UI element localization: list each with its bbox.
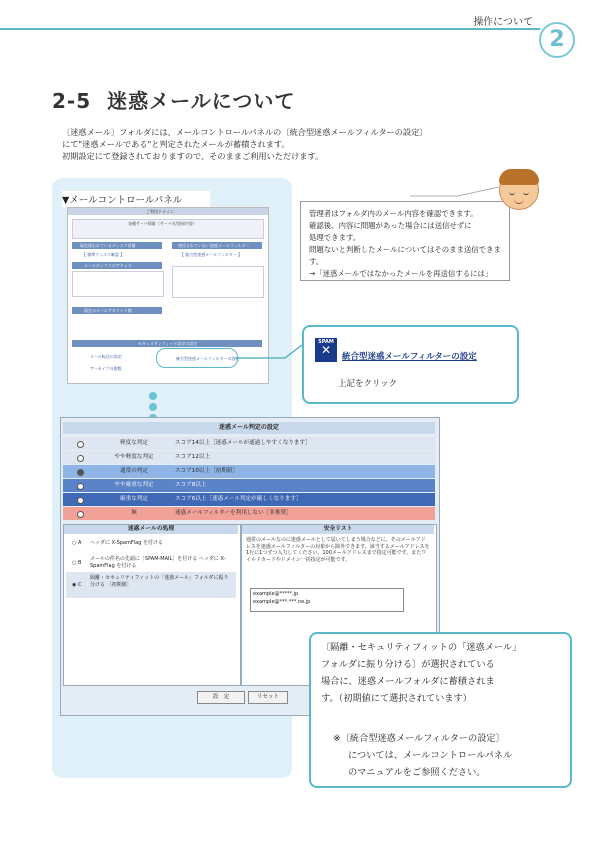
note-line: のマニュアルをご参照ください。 [348,767,486,778]
safelist-description: 通常のメールなのに迷惑メールとして届いてしまう場合などに、そのメールアドレスを迷惑メールフィルターの対象から除外できます。該当するメールアドレスを1行に1つずつ入力してください。100メールアドレスまで指定可能です。またワイルドカードやドメイン一括指定が可能です。 [246,537,430,563]
treatment-option-b: メールの件名の先頭に［SPAM-MAIL］を付ける ヘッダに X-SpamFlag を付ける [90,556,226,569]
click-instruction: 上記をクリック [338,379,398,389]
note-line: については、メールコントロールパネル [348,750,513,761]
intro-line: 〔迷惑メール〕フォルダには、メールコントロールパネルの〔統合型迷惑メールフィルターの設定〕 [62,127,428,137]
judgement-radio[interactable] [77,441,84,448]
judgement-radio[interactable] [77,511,84,518]
note-line: 管理者はフォルダ内のメール内容を確認できます。 [309,209,478,218]
judgement-level: 厳重な判定 [120,496,148,502]
treatment-option-c: 隔離・セキュリティフィットの「迷惑メール」フォルダに振り分ける ［初期値］ [90,575,229,588]
note-line: 処理できます。 [309,233,361,242]
ellipsis-dot [149,392,157,400]
mini-row: ご利用ドメイン [146,209,174,214]
judgement-level: やや厳重な判定 [114,482,154,488]
mini-row: メールボックスのアドレス [84,263,132,268]
treatment-title: 迷惑メールの処理 [64,525,238,534]
resend-link[interactable]: →「迷惑メールではなかったメールを再送信するには」 [309,269,493,278]
folder-callout-text [321,639,561,707]
safelist-title: 安全リスト [242,525,434,534]
judgement-description: スコア14以上［迷惑メールが通過しやすくなります］ [175,440,311,446]
judgement-row[interactable] [63,507,435,520]
safelist-entry: example@***-***.ne.jp [253,599,311,605]
admin-note [300,201,510,281]
folder-callout-note [333,730,563,781]
callout-line: 〔隔離・セキュリティフィットの「迷惑メール」 [321,642,522,653]
spam-filter-icon[interactable]: SPAM ✕ [315,338,337,362]
callout-line: フォルダに振り分ける〕が選択されている [321,659,495,670]
section-title-text: 迷惑メールについて [107,89,296,113]
mini-row: 各種サーバ情報（サーバ名/登録内容） [128,221,197,226]
mini-row: 現在使われているディスク容量 [80,243,136,248]
judgement-radio[interactable] [77,469,84,476]
chapter-number-badge: 2 [539,22,575,58]
mini-row: 【 標準ウィルス確認 】 [82,252,125,257]
judgement-settings-title: 迷惑メール判定の設定 [63,422,435,434]
spam-filter-callout [302,325,519,404]
mini-row: メール転送の設定 [90,354,122,359]
ellipsis-dot [149,403,157,411]
treatment-panel [63,524,241,686]
judgement-description: スコア12以上 [175,454,211,460]
treatment-radio-a[interactable]: ○ A [72,540,82,546]
judgement-level: 無 [131,510,137,516]
note-line: 確認後、内容に問題があった場合には送信せずに [309,221,472,230]
judgement-row[interactable] [63,479,435,492]
reset-button[interactable]: リセット [248,691,288,704]
judgement-row[interactable] [63,437,435,450]
judgement-row[interactable] [63,451,435,464]
note-line: ※〔統合型迷惑メールフィルターの設定〕 [333,733,505,744]
judgement-radio[interactable] [77,497,84,504]
callout-line: 場合に、迷惑メールフォルダに蓄積されま [321,676,495,687]
smiling-face-icon [499,170,539,210]
intro-line: 初期設定にて登録されておりますので、そのままご利用いただけます。 [62,151,324,161]
mini-row: 【 総合型迷惑メールフィルター 】 [180,252,242,257]
judgement-description: スコア6以上［迷惑メール判定が厳しくなります］ [175,496,302,502]
note-line: 問題ないと判断したメールについてはそのまま送信できます。 [309,245,501,266]
mini-row: 統合型迷惑メールフィルターの設定 [176,356,240,361]
judgement-description: スコア8以上 [175,482,207,488]
treatment-radio-b[interactable]: ○ B [72,560,82,566]
judgement-radio[interactable] [77,483,84,490]
judgement-level: 通常の判定 [120,468,148,474]
spam-icon-label: SPAM [318,339,334,345]
panel-label: ▼メールコントロールパネル [62,191,210,207]
judgement-row[interactable] [63,465,435,478]
safelist-entry: example@*****.jp [253,591,299,597]
judgement-level: 軽度な判定 [120,440,148,446]
safelist-textarea[interactable] [250,588,404,612]
judgement-row[interactable] [63,493,435,506]
treatment-option-a: ヘッダに X-SpamFlag を付ける [90,540,163,546]
treatment-radio-c[interactable]: ◉ C [72,582,82,588]
spam-filter-settings-link[interactable]: 統合型迷惑メールフィルターの設定 [342,352,477,362]
judgement-level: やや軽度な判定 [114,454,154,460]
apply-button[interactable]: 設 定 [197,691,245,704]
mini-row: 使用されていない迷惑メールフィルター [178,243,250,248]
judgement-description: 迷惑メールフィルターを利用しない［非推奨］ [175,510,292,516]
judgement-description: スコア10以上［初期値］ [175,468,239,474]
mini-row: アーカイブの閲覧 [90,366,122,371]
judgement-radio[interactable] [77,455,84,462]
section-number: 2-5 [52,89,92,113]
chapter-title: 操作について [473,17,533,28]
callout-line: す。（初期値にて選択されています） [321,693,472,704]
mini-row: セキュリティフィット設定の設定 [138,341,198,346]
intro-line: にて"迷惑メールである"と判定されたメールが蓄積されます。 [62,139,290,149]
mini-row: 現在のメールアカウント数 [84,308,132,313]
